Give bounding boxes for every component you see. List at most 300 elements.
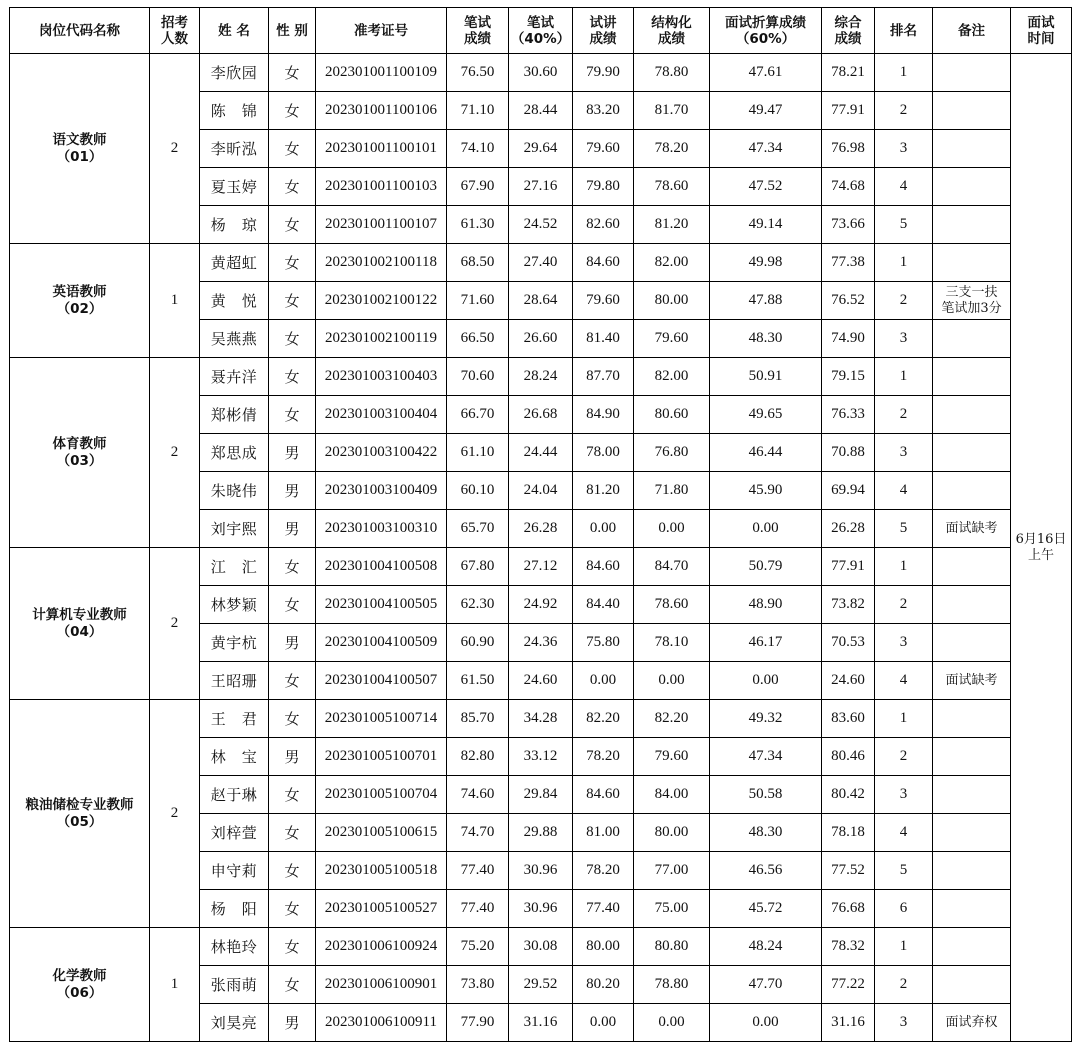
rank-cell: 2 — [875, 586, 933, 624]
header-lecture-line2: 成绩 — [589, 30, 617, 47]
results-body — [10, 54, 1072, 1042]
lecture-score-cell: 82.60 — [573, 206, 634, 244]
note-cell — [933, 282, 1011, 320]
gender-cell: 男 — [269, 434, 316, 472]
written-score-cell: 61.50 — [447, 662, 509, 700]
written-score-cell: 77.90 — [447, 1004, 509, 1042]
written-score-cell: 71.60 — [447, 282, 509, 320]
written-score-cell: 67.90 — [447, 168, 509, 206]
interview60-score-cell: 0.00 — [710, 510, 822, 548]
lecture-score-cell: 77.40 — [573, 890, 634, 928]
name-cell: 黄 悦 — [200, 282, 269, 320]
post-name-line: 化学教师 — [52, 967, 107, 984]
name-cell: 吴燕燕 — [200, 320, 269, 358]
written-score-cell: 71.10 — [447, 92, 509, 130]
note-cell — [933, 890, 1011, 928]
written40-score-cell: 28.44 — [509, 92, 573, 130]
quota-cell: 1 — [150, 928, 200, 1042]
ticket-cell: 202301003100422 — [316, 434, 447, 472]
written-score-cell: 62.30 — [447, 586, 509, 624]
note-cell — [933, 776, 1011, 814]
header-structured-line2: 成绩 — [658, 30, 685, 47]
rank-cell: 5 — [875, 852, 933, 890]
total-score-cell: 77.38 — [822, 244, 875, 282]
post-name-line: 粮油储检专业教师 — [25, 796, 134, 813]
rank-cell: 4 — [875, 662, 933, 700]
header-interview60-line1: 面试折算成绩 — [725, 14, 806, 31]
interview60-score-cell: 48.90 — [710, 586, 822, 624]
header-total — [822, 8, 875, 54]
ticket-cell: 202301005100518 — [316, 852, 447, 890]
written-score-cell: 70.60 — [447, 358, 509, 396]
note-cell — [933, 738, 1011, 776]
total-score-cell: 79.15 — [822, 358, 875, 396]
lecture-score-cell: 79.90 — [573, 54, 634, 92]
gender-cell: 女 — [269, 776, 316, 814]
gender-cell: 女 — [269, 548, 316, 586]
rank-cell: 1 — [875, 928, 933, 966]
written-score-cell: 65.70 — [447, 510, 509, 548]
lecture-score-cell: 79.80 — [573, 168, 634, 206]
gender-cell: 男 — [269, 624, 316, 662]
structured-score-cell: 80.00 — [634, 814, 710, 852]
gender-cell: 男 — [269, 472, 316, 510]
structured-score-cell: 78.80 — [634, 54, 710, 92]
structured-score-cell: 71.80 — [634, 472, 710, 510]
written40-score-cell: 30.96 — [509, 890, 573, 928]
rank-cell: 6 — [875, 890, 933, 928]
name-cell: 赵于琳 — [200, 776, 269, 814]
quota-cell: 2 — [150, 54, 200, 244]
interview60-score-cell: 48.30 — [710, 814, 822, 852]
gender-cell: 女 — [269, 54, 316, 92]
structured-score-cell: 77.00 — [634, 852, 710, 890]
note-cell — [933, 1004, 1011, 1042]
name-cell: 黄宇杭 — [200, 624, 269, 662]
lecture-score-cell: 0.00 — [573, 1004, 634, 1042]
post-name-line: 语文教师 — [52, 131, 107, 148]
gender-cell: 女 — [269, 814, 316, 852]
note-cell — [933, 244, 1011, 282]
name-cell: 聂卉洋 — [200, 358, 269, 396]
gender-cell: 女 — [269, 662, 316, 700]
total-score-cell: 78.18 — [822, 814, 875, 852]
name-cell: 朱晓伟 — [200, 472, 269, 510]
header-quota-line2: 人数 — [161, 30, 188, 47]
written-score-cell: 82.80 — [447, 738, 509, 776]
lecture-score-cell: 81.00 — [573, 814, 634, 852]
structured-score-cell: 78.10 — [634, 624, 710, 662]
ticket-cell: 202301002100122 — [316, 282, 447, 320]
gender-cell: 女 — [269, 928, 316, 966]
written40-score-cell: 33.12 — [509, 738, 573, 776]
interview60-score-cell: 46.56 — [710, 852, 822, 890]
interview60-score-cell: 50.58 — [710, 776, 822, 814]
rank-cell: 4 — [875, 168, 933, 206]
rank-cell: 2 — [875, 396, 933, 434]
lecture-score-cell: 84.60 — [573, 244, 634, 282]
note-cell — [933, 928, 1011, 966]
ticket-cell: 202301005100527 — [316, 890, 447, 928]
post-name-line: （05） — [56, 813, 103, 830]
note-line: 三支一扶 — [945, 284, 998, 300]
structured-score-cell: 81.20 — [634, 206, 710, 244]
written40-score-cell: 28.64 — [509, 282, 573, 320]
interview-time-line: 上午 — [1027, 547, 1054, 563]
rank-cell: 1 — [875, 244, 933, 282]
lecture-score-cell: 78.00 — [573, 434, 634, 472]
header-time — [1011, 8, 1072, 54]
total-score-cell: 76.68 — [822, 890, 875, 928]
total-score-cell: 78.21 — [822, 54, 875, 92]
ticket-cell: 202301005100701 — [316, 738, 447, 776]
structured-score-cell: 78.60 — [634, 168, 710, 206]
rank-cell: 2 — [875, 966, 933, 1004]
gender-cell: 女 — [269, 700, 316, 738]
structured-score-cell: 84.70 — [634, 548, 710, 586]
header-lecture — [573, 8, 634, 54]
total-score-cell: 77.52 — [822, 852, 875, 890]
written40-score-cell: 26.28 — [509, 510, 573, 548]
header-row — [10, 8, 1072, 54]
lecture-score-cell: 78.20 — [573, 852, 634, 890]
name-cell: 申守莉 — [200, 852, 269, 890]
name-cell: 林梦颖 — [200, 586, 269, 624]
written40-score-cell: 29.84 — [509, 776, 573, 814]
header-lecture-line1: 试讲 — [589, 14, 617, 31]
rank-cell: 1 — [875, 54, 933, 92]
structured-score-cell: 75.00 — [634, 890, 710, 928]
post-name-line: （04） — [56, 623, 103, 640]
ticket-cell: 202301005100714 — [316, 700, 447, 738]
post-name-cell — [10, 928, 150, 1042]
header-structured-line1: 结构化 — [651, 14, 692, 31]
note-cell — [933, 92, 1011, 130]
interview60-score-cell: 47.88 — [710, 282, 822, 320]
note-cell — [933, 434, 1011, 472]
structured-score-cell: 78.80 — [634, 966, 710, 1004]
name-cell: 刘昊亮 — [200, 1004, 269, 1042]
written40-score-cell: 34.28 — [509, 700, 573, 738]
name-cell: 杨 阳 — [200, 890, 269, 928]
rank-cell: 3 — [875, 776, 933, 814]
total-score-cell: 76.33 — [822, 396, 875, 434]
interview60-score-cell: 46.17 — [710, 624, 822, 662]
total-score-cell: 74.90 — [822, 320, 875, 358]
note-cell — [933, 852, 1011, 890]
lecture-score-cell: 84.60 — [573, 776, 634, 814]
name-cell: 李欣园 — [200, 54, 269, 92]
header-written — [447, 8, 509, 54]
note-cell — [933, 396, 1011, 434]
name-cell: 林 宝 — [200, 738, 269, 776]
quota-cell: 2 — [150, 358, 200, 548]
structured-score-cell: 80.00 — [634, 282, 710, 320]
table-row — [10, 548, 1072, 586]
rank-cell: 4 — [875, 472, 933, 510]
post-name-line: 体育教师 — [52, 435, 107, 452]
total-score-cell: 69.94 — [822, 472, 875, 510]
post-name-cell — [10, 244, 150, 358]
total-score-cell: 77.91 — [822, 548, 875, 586]
name-cell: 王昭珊 — [200, 662, 269, 700]
lecture-score-cell: 81.40 — [573, 320, 634, 358]
ticket-cell: 202301002100119 — [316, 320, 447, 358]
header-quota-line1: 招考 — [161, 14, 188, 31]
ticket-cell: 202301003100409 — [316, 472, 447, 510]
header-interview60 — [710, 8, 822, 54]
rank-cell: 3 — [875, 1004, 933, 1042]
interview60-score-cell: 0.00 — [710, 1004, 822, 1042]
post-name-line: （06） — [56, 984, 103, 1001]
rank-cell: 3 — [875, 434, 933, 472]
interview60-score-cell: 45.90 — [710, 472, 822, 510]
ticket-cell: 202301004100505 — [316, 586, 447, 624]
note-cell — [933, 472, 1011, 510]
interview60-score-cell: 46.44 — [710, 434, 822, 472]
total-score-cell: 78.32 — [822, 928, 875, 966]
interview60-score-cell: 47.61 — [710, 54, 822, 92]
interview60-score-cell: 50.79 — [710, 548, 822, 586]
written40-score-cell: 24.36 — [509, 624, 573, 662]
written-score-cell: 85.70 — [447, 700, 509, 738]
ticket-cell: 202301004100508 — [316, 548, 447, 586]
written40-score-cell: 24.60 — [509, 662, 573, 700]
interview60-score-cell: 47.34 — [710, 738, 822, 776]
total-score-cell: 80.42 — [822, 776, 875, 814]
ticket-cell: 202301001100109 — [316, 54, 447, 92]
name-cell: 林艳玲 — [200, 928, 269, 966]
header-total-line1: 综合 — [834, 14, 862, 31]
quota-cell: 1 — [150, 244, 200, 358]
written40-score-cell: 26.60 — [509, 320, 573, 358]
name-cell: 王 君 — [200, 700, 269, 738]
gender-cell: 男 — [269, 1004, 316, 1042]
lecture-score-cell: 84.40 — [573, 586, 634, 624]
written-score-cell: 67.80 — [447, 548, 509, 586]
name-cell: 李昕泓 — [200, 130, 269, 168]
header-time-line2: 时间 — [1027, 30, 1055, 47]
total-score-cell: 73.82 — [822, 586, 875, 624]
total-score-cell: 31.16 — [822, 1004, 875, 1042]
ticket-cell: 202301005100615 — [316, 814, 447, 852]
written40-score-cell: 27.40 — [509, 244, 573, 282]
written40-score-cell: 24.44 — [509, 434, 573, 472]
structured-score-cell: 79.60 — [634, 320, 710, 358]
ticket-cell: 202301001100106 — [316, 92, 447, 130]
interview-time-line: 6月16日 — [1015, 531, 1067, 547]
gender-cell: 女 — [269, 852, 316, 890]
header-quota — [150, 8, 200, 54]
structured-score-cell: 78.20 — [634, 130, 710, 168]
gender-cell: 女 — [269, 966, 316, 1004]
gender-cell: 女 — [269, 130, 316, 168]
post-name-cell — [10, 700, 150, 928]
note-cell — [933, 510, 1011, 548]
structured-score-cell: 78.60 — [634, 586, 710, 624]
gender-cell: 女 — [269, 244, 316, 282]
rank-cell: 3 — [875, 320, 933, 358]
gender-cell: 女 — [269, 396, 316, 434]
post-name-line: （03） — [56, 452, 103, 469]
post-name-line: （02） — [56, 300, 103, 317]
gender-cell: 女 — [269, 168, 316, 206]
interview60-score-cell: 50.91 — [710, 358, 822, 396]
table-row — [10, 244, 1072, 282]
structured-score-cell: 76.80 — [634, 434, 710, 472]
gender-cell: 女 — [269, 92, 316, 130]
interview60-score-cell: 45.72 — [710, 890, 822, 928]
written40-score-cell: 29.64 — [509, 130, 573, 168]
structured-score-cell: 82.00 — [634, 358, 710, 396]
lecture-score-cell: 80.20 — [573, 966, 634, 1004]
gender-cell: 女 — [269, 586, 316, 624]
structured-score-cell: 84.00 — [634, 776, 710, 814]
total-score-cell: 83.60 — [822, 700, 875, 738]
header-rank: 排名 — [875, 8, 933, 54]
header-written-line1: 笔试 — [464, 14, 491, 31]
note-cell — [933, 206, 1011, 244]
note-cell — [933, 624, 1011, 662]
structured-score-cell: 80.80 — [634, 928, 710, 966]
written40-score-cell: 24.92 — [509, 586, 573, 624]
quota-cell: 2 — [150, 700, 200, 928]
total-score-cell: 70.53 — [822, 624, 875, 662]
rank-cell: 2 — [875, 282, 933, 320]
note-cell — [933, 700, 1011, 738]
rank-cell: 4 — [875, 814, 933, 852]
written-score-cell: 74.70 — [447, 814, 509, 852]
header-written40 — [509, 8, 573, 54]
total-score-cell: 77.22 — [822, 966, 875, 1004]
structured-score-cell: 79.60 — [634, 738, 710, 776]
total-score-cell: 26.28 — [822, 510, 875, 548]
ticket-cell: 202301004100509 — [316, 624, 447, 662]
ticket-cell: 202301001100101 — [316, 130, 447, 168]
total-score-cell: 77.91 — [822, 92, 875, 130]
rank-cell: 1 — [875, 700, 933, 738]
name-cell: 郑思成 — [200, 434, 269, 472]
name-cell: 杨 琼 — [200, 206, 269, 244]
header-total-line2: 成绩 — [834, 30, 862, 47]
post-name-cell — [10, 358, 150, 548]
written40-score-cell: 24.52 — [509, 206, 573, 244]
interview60-score-cell: 49.98 — [710, 244, 822, 282]
written40-score-cell: 29.88 — [509, 814, 573, 852]
ticket-cell: 202301004100507 — [316, 662, 447, 700]
written40-score-cell: 27.12 — [509, 548, 573, 586]
rank-cell: 2 — [875, 738, 933, 776]
header-gender: 性 别 — [269, 8, 316, 54]
results-table — [9, 7, 1072, 1042]
name-cell: 郑彬倩 — [200, 396, 269, 434]
written-score-cell: 61.30 — [447, 206, 509, 244]
header-time-line1: 面试 — [1027, 14, 1055, 31]
header-note: 备注 — [933, 8, 1011, 54]
header-name: 姓 名 — [200, 8, 269, 54]
lecture-score-cell: 80.00 — [573, 928, 634, 966]
rank-cell: 1 — [875, 548, 933, 586]
written-score-cell: 76.50 — [447, 54, 509, 92]
post-name-cell — [10, 54, 150, 244]
rank-cell: 3 — [875, 130, 933, 168]
gender-cell: 女 — [269, 320, 316, 358]
note-cell — [933, 814, 1011, 852]
name-cell: 陈 锦 — [200, 92, 269, 130]
rank-cell: 5 — [875, 206, 933, 244]
name-cell: 黄超虹 — [200, 244, 269, 282]
written40-score-cell: 24.04 — [509, 472, 573, 510]
ticket-cell: 202301001100103 — [316, 168, 447, 206]
interview60-score-cell: 49.32 — [710, 700, 822, 738]
written-score-cell: 74.60 — [447, 776, 509, 814]
written40-score-cell: 30.60 — [509, 54, 573, 92]
header-written40-line2: （40%） — [510, 30, 571, 47]
total-score-cell: 76.52 — [822, 282, 875, 320]
note-cell — [933, 966, 1011, 1004]
structured-score-cell: 80.60 — [634, 396, 710, 434]
written40-score-cell: 29.52 — [509, 966, 573, 1004]
gender-cell: 女 — [269, 206, 316, 244]
results-table-container — [9, 7, 1072, 1042]
ticket-cell: 202301001100107 — [316, 206, 447, 244]
structured-score-cell: 0.00 — [634, 662, 710, 700]
lecture-score-cell: 0.00 — [573, 662, 634, 700]
name-cell: 刘梓萱 — [200, 814, 269, 852]
structured-score-cell: 82.00 — [634, 244, 710, 282]
post-name-cell — [10, 548, 150, 700]
written40-score-cell: 28.24 — [509, 358, 573, 396]
note-cell — [933, 320, 1011, 358]
note-line: 笔试加3分 — [941, 300, 1002, 316]
written40-score-cell: 27.16 — [509, 168, 573, 206]
quota-cell: 2 — [150, 548, 200, 700]
lecture-score-cell: 0.00 — [573, 510, 634, 548]
gender-cell: 女 — [269, 282, 316, 320]
total-score-cell: 74.68 — [822, 168, 875, 206]
written-score-cell: 77.40 — [447, 852, 509, 890]
ticket-cell: 202301002100118 — [316, 244, 447, 282]
table-row — [10, 54, 1072, 92]
rank-cell: 5 — [875, 510, 933, 548]
written40-score-cell: 30.96 — [509, 852, 573, 890]
lecture-score-cell: 87.70 — [573, 358, 634, 396]
rank-cell: 3 — [875, 624, 933, 662]
total-score-cell: 24.60 — [822, 662, 875, 700]
written-score-cell: 66.70 — [447, 396, 509, 434]
structured-score-cell: 0.00 — [634, 510, 710, 548]
interview60-score-cell: 48.24 — [710, 928, 822, 966]
written-score-cell: 74.10 — [447, 130, 509, 168]
name-cell: 夏玉婷 — [200, 168, 269, 206]
note-cell — [933, 168, 1011, 206]
lecture-score-cell: 81.20 — [573, 472, 634, 510]
written-score-cell: 60.90 — [447, 624, 509, 662]
written40-score-cell: 31.16 — [509, 1004, 573, 1042]
name-cell: 刘宇熙 — [200, 510, 269, 548]
written-score-cell: 66.50 — [447, 320, 509, 358]
ticket-cell: 202301006100901 — [316, 966, 447, 1004]
lecture-score-cell: 78.20 — [573, 738, 634, 776]
table-row — [10, 700, 1072, 738]
written40-score-cell: 30.08 — [509, 928, 573, 966]
note-cell — [933, 54, 1011, 92]
lecture-score-cell: 82.20 — [573, 700, 634, 738]
written-score-cell: 68.50 — [447, 244, 509, 282]
interview60-score-cell: 0.00 — [710, 662, 822, 700]
total-score-cell: 80.46 — [822, 738, 875, 776]
name-cell: 张雨萌 — [200, 966, 269, 1004]
